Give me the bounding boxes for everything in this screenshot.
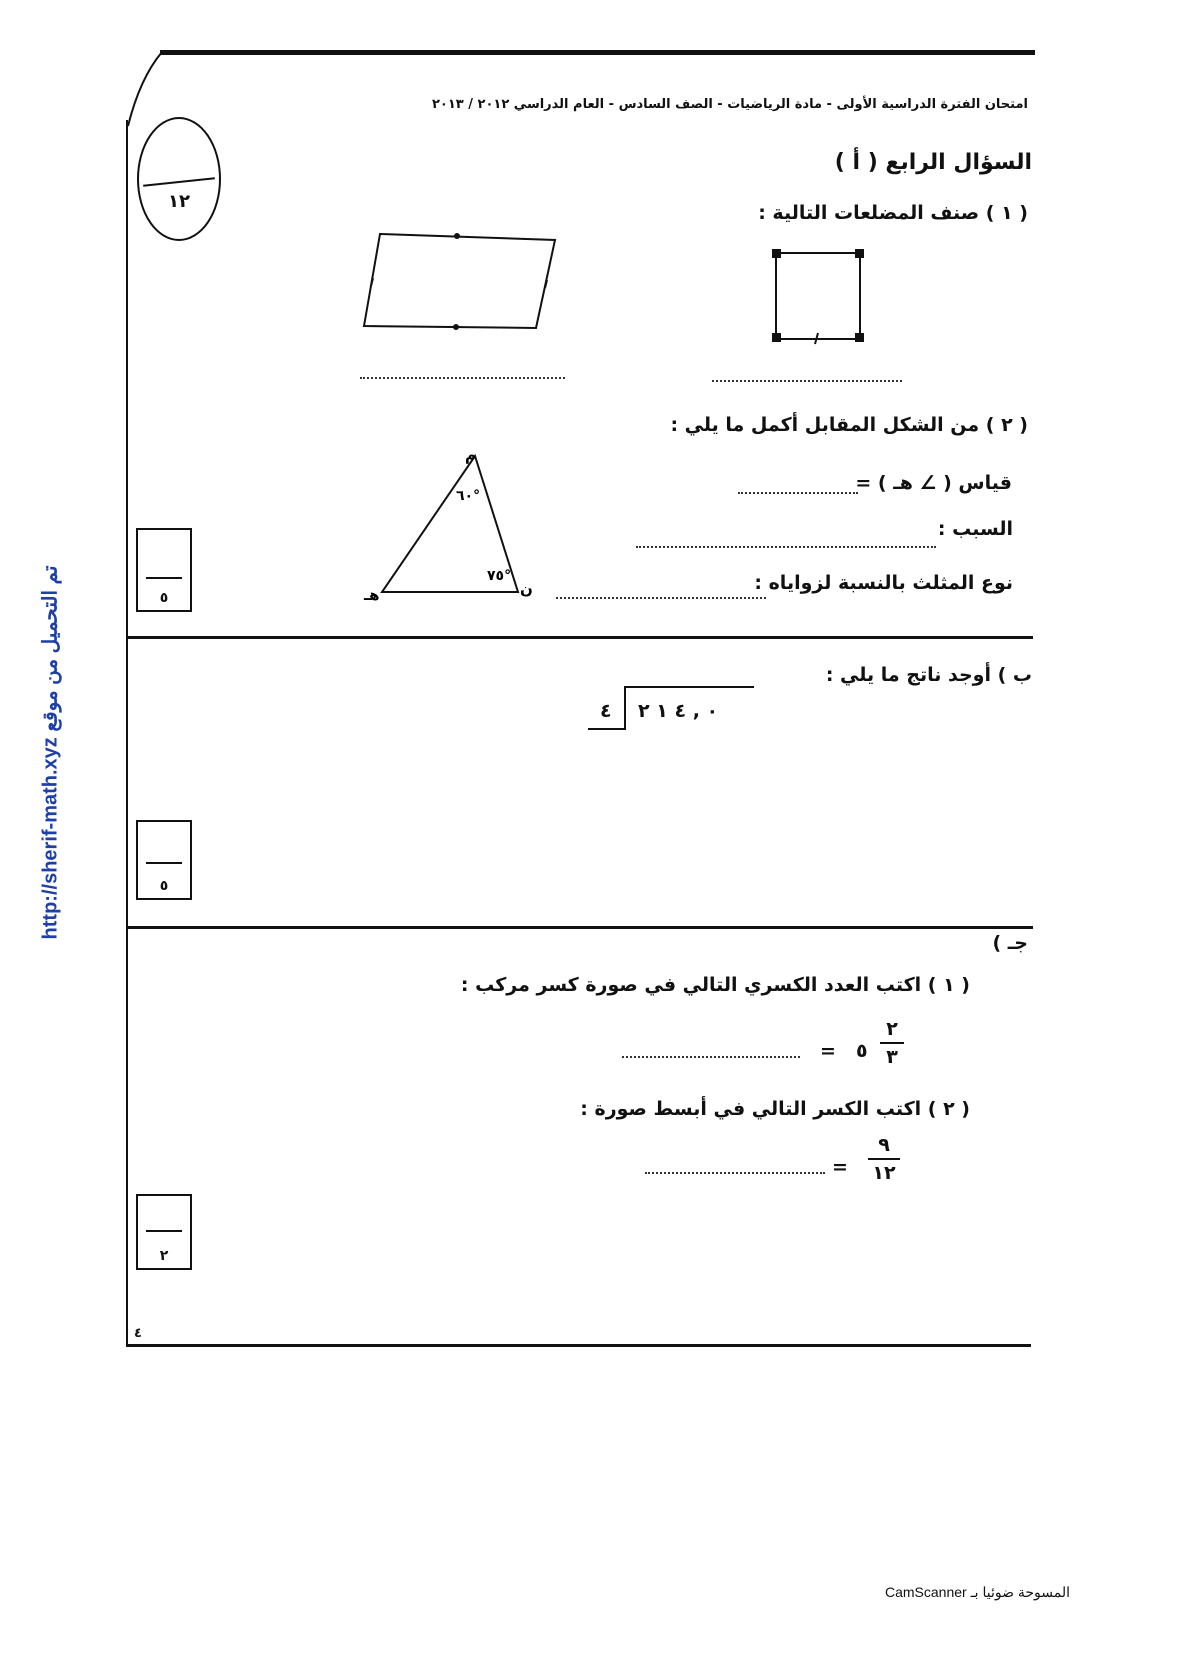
camscanner-footer: المسوحة ضوئيا بـ CamScanner [884,1584,1070,1600]
side-note-url[interactable]: http://sherif-math.xyz [39,737,62,940]
part-c-score: ٢ [159,1248,169,1264]
triangle-type-label: نوع المثلث بالنسبة لزواياه : [754,572,1013,594]
rectangle-answer-line[interactable] [712,380,902,382]
part-b-score-box [136,820,192,900]
parallelogram-answer-line[interactable] [360,377,565,379]
a2-label: ( ٢ ) من الشكل المقابل أكمل ما يلي : [670,414,1028,436]
measure-label: قياس ( ∠ هـ ) = [855,472,1012,494]
part-a-score-box [136,528,192,612]
mixed-whole: ٥ [856,1040,868,1062]
part-a-score: ٥ [159,590,169,606]
c-label: جـ ) [992,932,1028,954]
vertex-left-label: هـ [364,586,380,604]
rectangle-shape [768,245,868,345]
reason-answer-line[interactable] [636,546,936,548]
bottom-border [126,1344,1031,1347]
top-border [160,50,1035,55]
mixed-numerator: ٢ [886,1018,898,1040]
a1-label: ( ١ ) صنف المضلعات التالية : [758,202,1028,224]
simplify-numerator: ٩ [878,1134,890,1156]
part-b-score: ٥ [159,878,169,894]
page-number: ٤ [134,1326,142,1341]
c1-label: ( ١ ) اكتب العدد الكسري التالي في صورة كسر مركب : [460,974,970,996]
vertex-right-label: ن [520,580,533,598]
c1-equals: = [820,1040,836,1062]
measure-answer-line[interactable] [738,492,858,494]
part-c-score-box [136,1194,192,1270]
triangle-type-answer-line[interactable] [556,597,766,599]
c2-equals: = [832,1156,848,1178]
left-border [126,120,128,1345]
corner-curve [126,48,166,128]
side-note-text: تم التحميل من موقع [39,565,62,732]
dividend: ٠ , ٤ ١ ٢ [638,700,719,722]
mixed-denominator: ٣ [886,1046,898,1068]
divisor: ٤ [600,700,612,722]
mixed-fraction [880,1018,904,1068]
side-note [38,543,63,963]
simplify-fraction [868,1134,900,1184]
c2-answer-line[interactable] [645,1172,825,1174]
triangle-shape [360,448,560,608]
simplify-denominator: ١٢ [872,1162,896,1184]
angle-top-label: ٦٠° [456,488,481,504]
question-label: السؤال الرابع ( أ ) [834,150,1032,175]
total-score-value: ١٢ [168,191,190,212]
angle-right-label: ٧٥° [487,568,512,584]
exam-title: امتحان الفترة الدراسية الأولى - مادة الرياضيات - الصف السادس - العام الدراسي ٢٠١٢ / ٢٠١٣ [431,97,1028,112]
division-problem [588,686,758,732]
parallelogram-shape [360,230,560,335]
c1-answer-line[interactable] [622,1056,800,1058]
total-score-circle [137,117,221,241]
b-label: ب ) أوجد ناتج ما يلي : [825,664,1032,686]
divider-a-b [128,636,1033,639]
reason-label: السبب : [937,518,1013,540]
c2-label: ( ٢ ) اكتب الكسر التالي في أبسط صورة : [580,1098,970,1120]
vertex-top-label: م [465,448,476,464]
divider-b-c [128,926,1033,929]
